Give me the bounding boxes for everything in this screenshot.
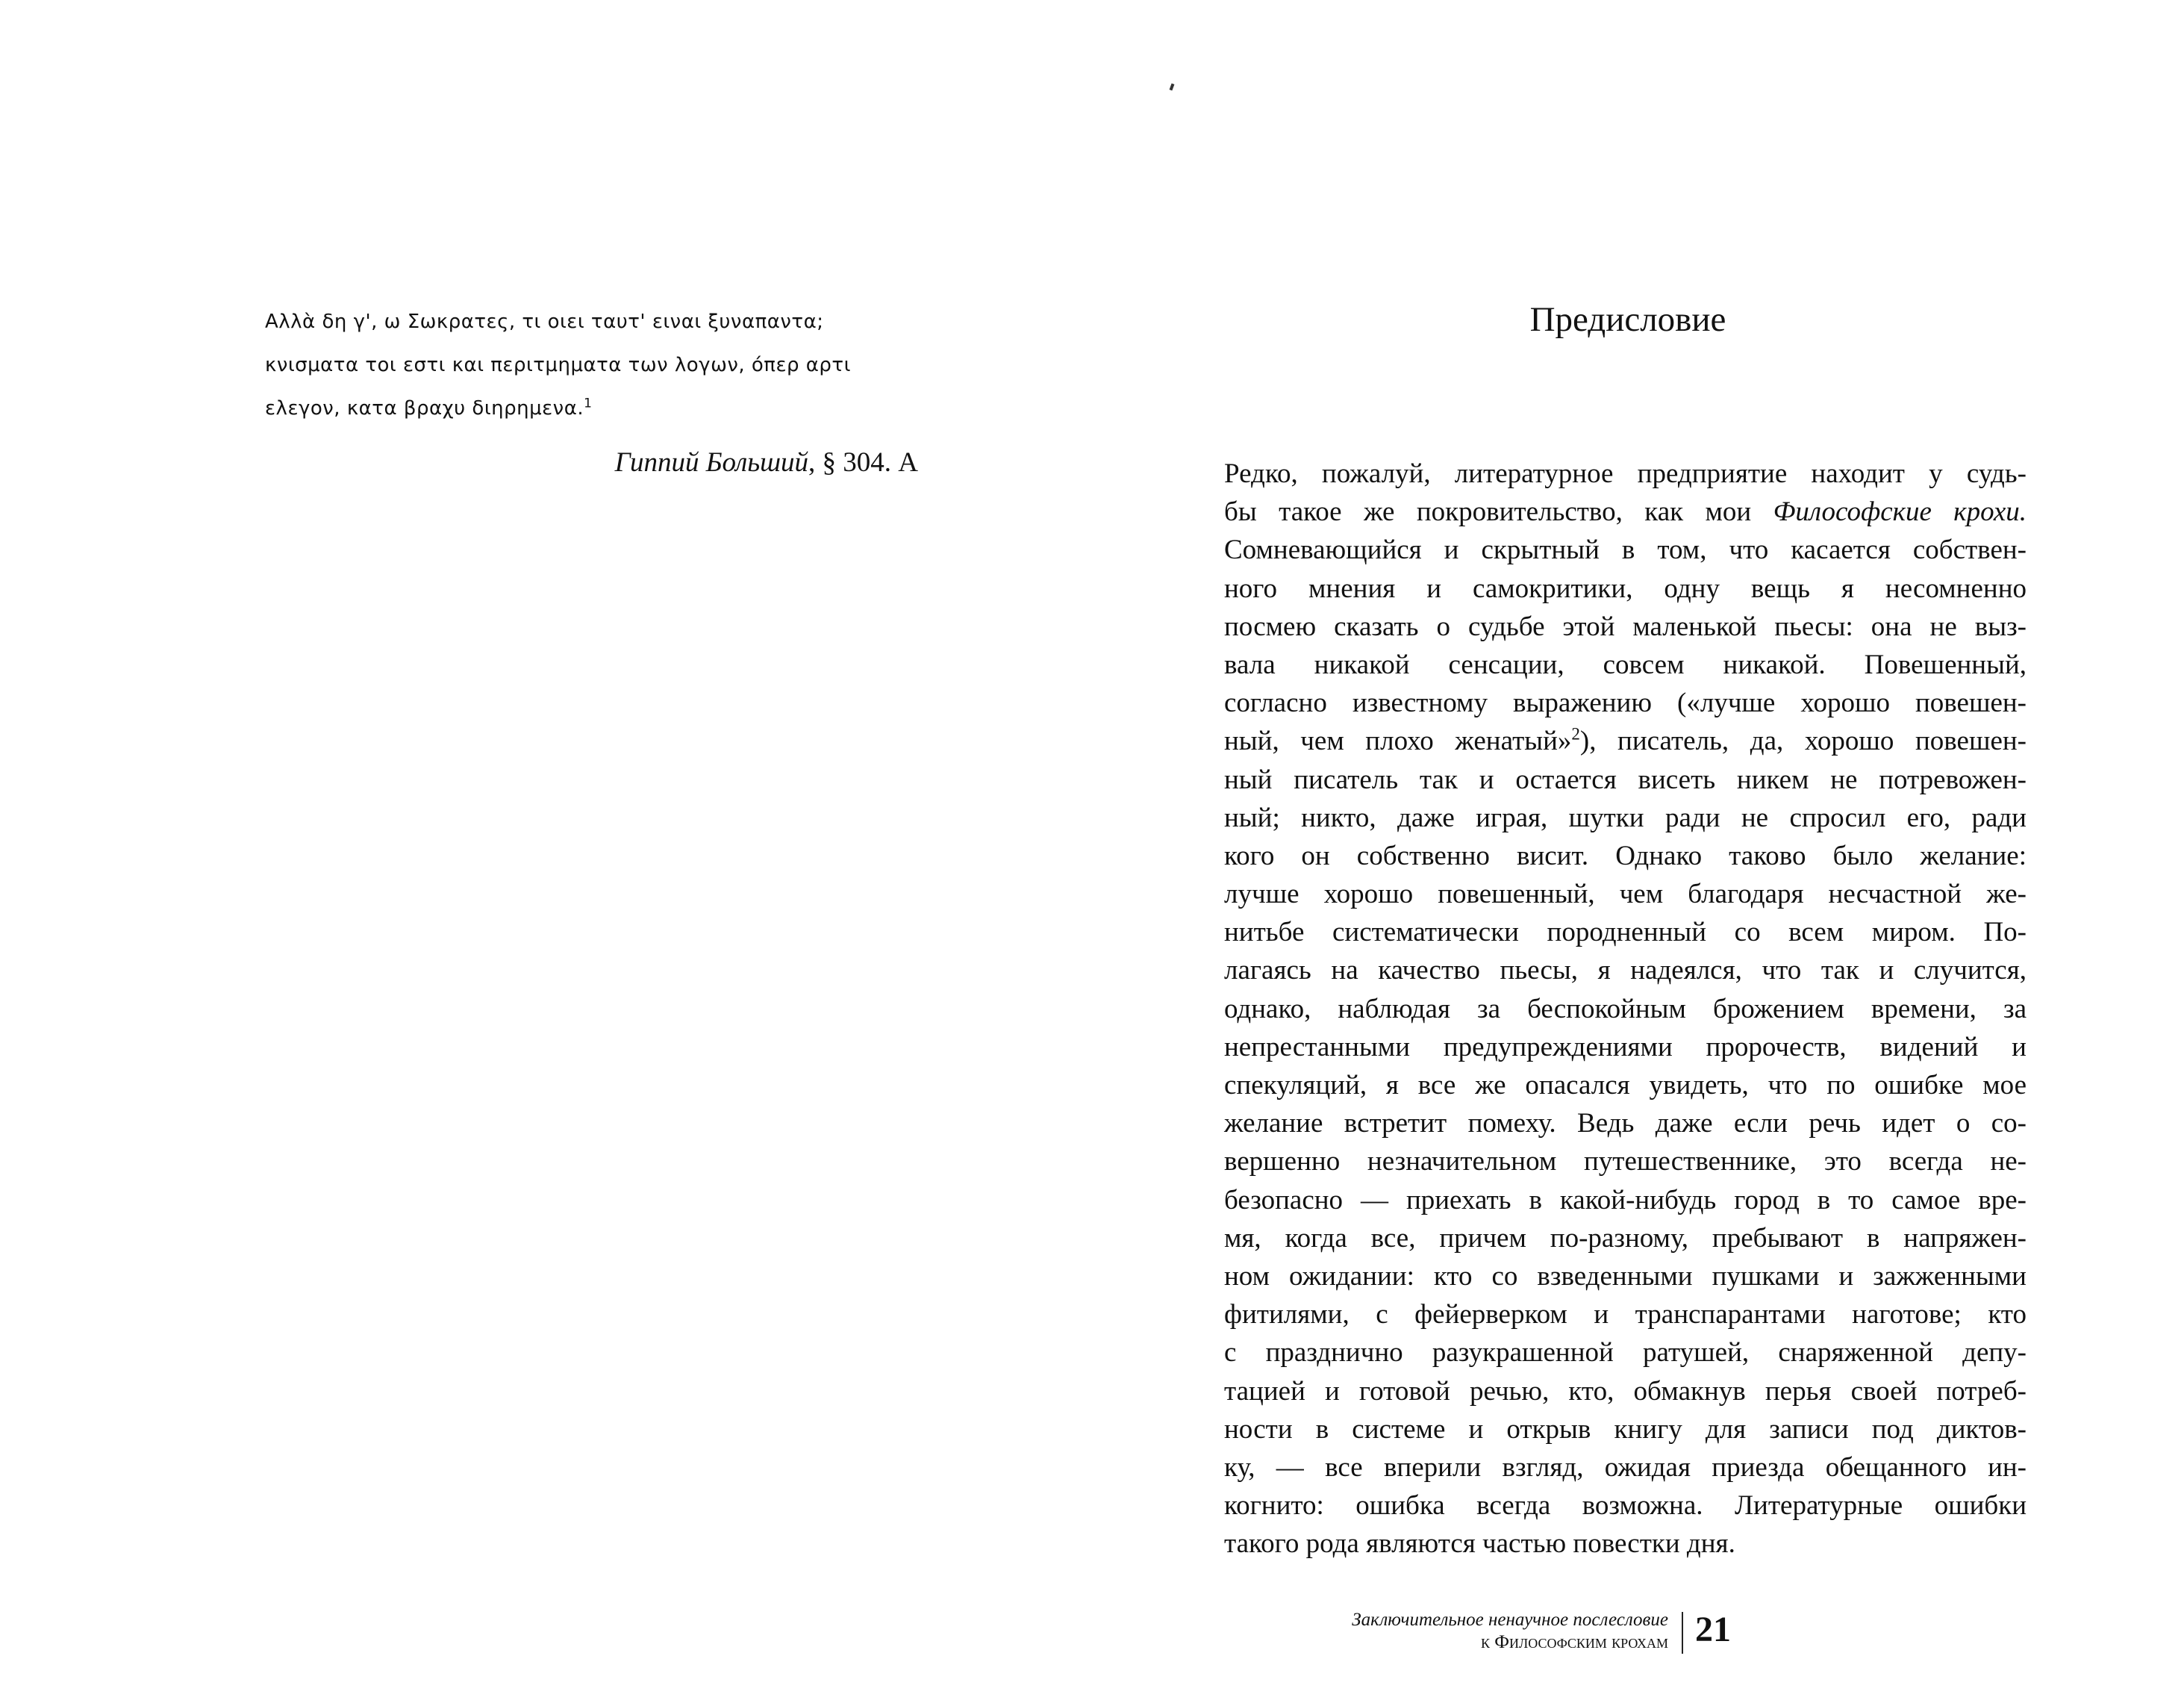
- text-line: непрестанными предупреждениями пророчеств, видений и: [1224, 1031, 2027, 1062]
- text-line: нитьбе систематически породненный со всем миром. По-: [1224, 917, 2027, 948]
- text-line: тацией и готовой речью, кто, обмакнув перья своей потреб-: [1224, 1375, 2027, 1407]
- epigraph-line: κνισματα τοι εστι και περιτμηματα των λογων, όπερ αρτι: [265, 354, 851, 376]
- text-line: такого рода являются частью повестки дня.: [1224, 1528, 1735, 1560]
- text-line: однако, наблюдая за беспокойным брожением времени, за: [1224, 993, 2027, 1024]
- chapter-title: Предисловие: [1529, 300, 1726, 339]
- text-line: безопасно — приехать в какой-нибудь город в то самое вре-: [1224, 1184, 2027, 1215]
- footer-divider: [1682, 1612, 1683, 1654]
- epigraph-line: Αλλὰ δη γ', ω Σωκρατες, τι οιει ταυτ' ειναι ξυναπαντα;: [265, 311, 824, 333]
- text-line: ного мнения и самокритики, одну вещь я несомненно: [1224, 573, 2027, 604]
- epigraph-line: ελεγον, κατα βραχυ διηρημενα.: [265, 397, 584, 420]
- epigraph: [265, 300, 922, 481]
- running-title-line2: к Философским крохам: [1481, 1632, 1668, 1652]
- text-line: когнито: ошибка всегда возможна. Литературные ошибки: [1224, 1490, 2027, 1522]
- book-title-italic: Философские крохи.: [1773, 496, 2027, 528]
- page-number: 21: [1695, 1610, 1731, 1649]
- text-line: ный писатель так и остается висеть никем не потревожен-: [1224, 764, 2027, 795]
- text-line: ный; никто, даже играя, шутки ради не спросил его, ради: [1224, 802, 2027, 833]
- text-line: посмею сказать о судьбе этой маленькой пьесы: она не выз-: [1224, 611, 2027, 642]
- text-line: мя, когда все, причем по-разному, пребывают в напряжен-: [1224, 1222, 2027, 1254]
- text-line: кого он собственно висит. Однако таково было желание:: [1224, 840, 2027, 871]
- text-line: лучше хорошо повешенный, чем благодаря несчастной же-: [1224, 879, 2027, 910]
- text-line-start: бы такое же покровительство, как мои: [1224, 496, 1773, 528]
- epigraph-source-ref: , § 304. А: [808, 447, 918, 478]
- footnote-marker[interactable]: 1: [584, 396, 593, 411]
- epigraph-source: [265, 445, 922, 481]
- text-line: желание встретит помеху. Ведь даже если речь идет о со-: [1224, 1108, 2027, 1139]
- text-line: спекуляций, я все же опасался увидеть, что по ошибке мое: [1224, 1070, 2027, 1101]
- text-line-start: ный, чем плохо женатый»: [1224, 726, 1572, 757]
- text-line: лагаясь на качество пьесы, я надеялся, что так и случится,: [1224, 955, 2027, 986]
- text-line: ном ожидании: кто со взведенными пушками и зажженными: [1224, 1260, 2027, 1292]
- text-line: с празднично разукрашенной ратушей, снаряженной депу-: [1224, 1337, 2027, 1369]
- running-title-line1: Заключительное ненаучное послесловие: [1352, 1610, 1668, 1630]
- epigraph-greek-text: [265, 300, 922, 430]
- text-line: [1224, 722, 2027, 760]
- text-line: Сомневающийся и скрытный в том, что касается собствен-: [1224, 535, 2027, 566]
- text-line: [1224, 493, 2027, 531]
- text-line: вершенно незначительном путешественнике, это всегда не-: [1224, 1146, 2027, 1177]
- running-title: [1352, 1609, 1668, 1654]
- text-line: ности в системе и открыв книгу для записи под диктов-: [1224, 1413, 2027, 1445]
- text-line: ку, — все вперили взгляд, ожидая приезда обещанного ин-: [1224, 1451, 2027, 1483]
- footnote-marker[interactable]: 2: [1571, 724, 1580, 744]
- text-line: фитилями, с фейерверком и транспарантами наготове; кто: [1224, 1299, 2027, 1330]
- text-line: вала никакой сенсации, совсем никакой. Повешенный,: [1224, 649, 2027, 680]
- text-line-end: ), писатель, да, хорошо повешен-: [1579, 726, 2027, 757]
- epigraph-source-title: Гиппий Больший: [614, 447, 809, 478]
- running-footer: [1164, 1607, 1911, 1660]
- body-text: [1224, 455, 2027, 1563]
- text-line: Редко, пожалуй, литературное предприятие находит у судь-: [1224, 458, 2027, 489]
- text-line: согласно известному выражению («лучше хорошо повешен-: [1224, 688, 2027, 719]
